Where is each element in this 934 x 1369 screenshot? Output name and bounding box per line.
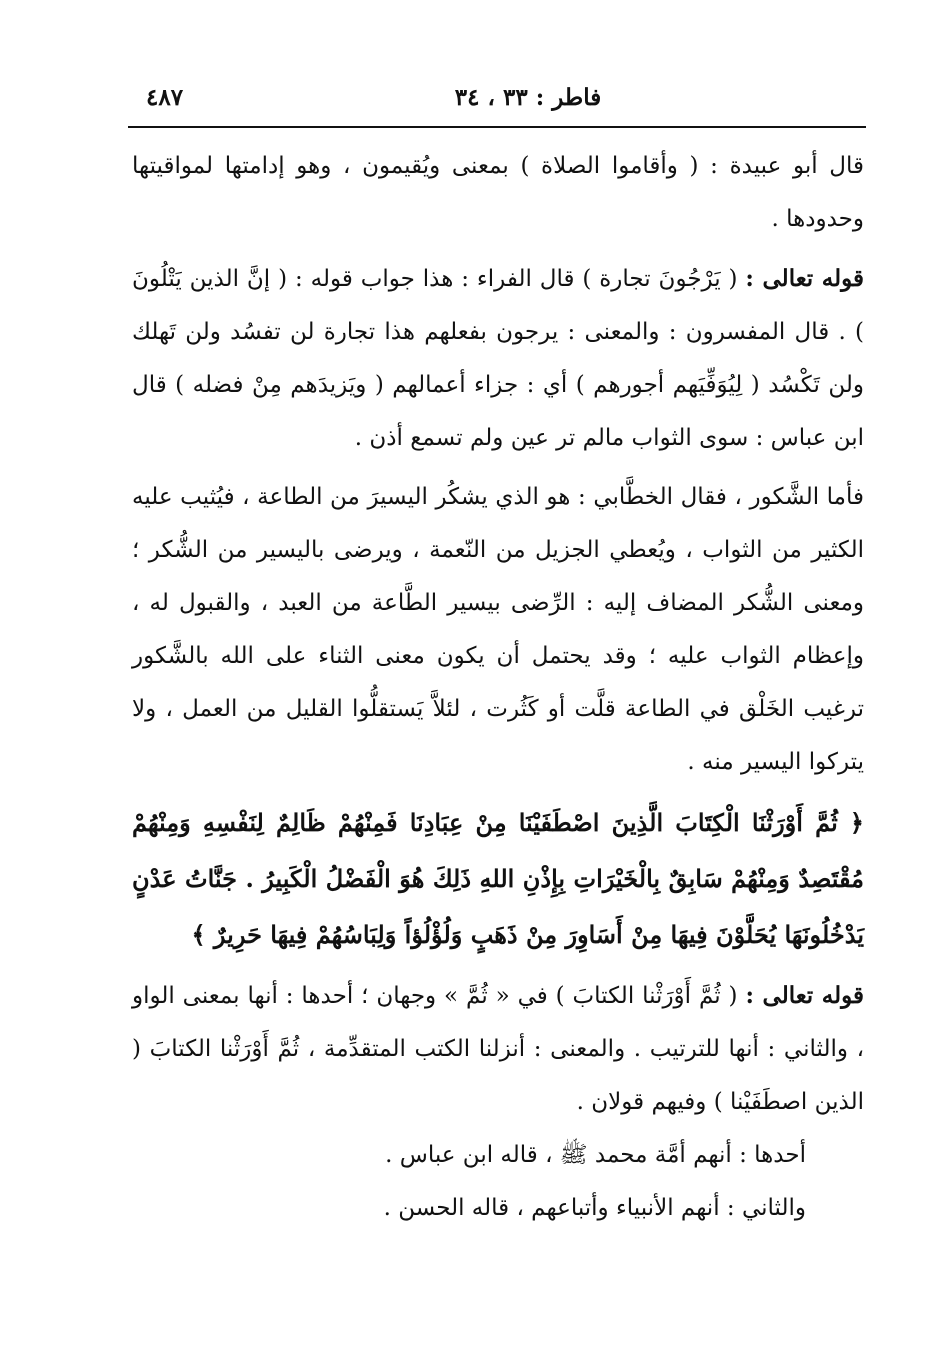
paragraph-text: ( ثُمَّ أَوْرَثْنا الكتابَ ) في « ثُمَّ » وجهان ؛ أحدها : أنها بمعنى الواو ، والثاني : أنها للترتيب . والمعنى : أنزلنا الكتب المتقدِّمة ، ثُمَّ أَوْرَثْنا الكتابَ ( الذين اصطَفَيْنا ) وفيهم قولان . <box>132 983 864 1115</box>
page-header <box>128 84 866 124</box>
paragraph-abu-ubayda: قال أبو عبيدة : ( وأقاموا الصلاة ) بمعنى ويُقيمون ، وهو إدامتها لمواقيتها وحدودها . <box>132 153 864 232</box>
opinion-two: والثاني : أنهم الأنبياء وأتباعهم ، قاله الحسن . <box>383 1195 806 1221</box>
header-rule <box>128 126 866 128</box>
paragraph-label: قوله تعالى : <box>745 982 865 1009</box>
page-number: ٤٨٧ <box>146 84 184 111</box>
body-text <box>132 140 864 1235</box>
paragraph-thumma-awrathna <box>132 969 864 1129</box>
paragraph-yarjuna-tijara <box>132 252 864 465</box>
paragraph-al-shakur: فأما الشَّكور ، فقال الخطَّابي : هو الذي يشكُر اليسيرَ من الطاعة ، فيُثيب عليه الكثير من الثواب ، ويُعطي الجزيل من النّعمة ، ويرضى باليسير من الشُّكر ؛ ومعنى الشُّكر المضاف إليه : الرِّضى بيسير الطَّاعة من العبد ، والقبول له ، وإعظام الثواب عليه ؛ وقد يحتمل أن يكون معنى الثناء على الله بالشَّكور ترغيب الخَلْق في الطاعة قلَّت أو كَثُرت ، لئلاَّ يَستقلُّوا القليل من العمل ، ولا يتركوا اليسير منه . <box>132 484 864 775</box>
running-title: فاطر : ٣٣ ، ٣٤ <box>454 84 602 111</box>
paragraph-text: ( يَرْجُونَ تجارة ) قال الفراء : هذا جواب قوله : ( إنَّ الذين يَتْلُونَ ) . قال المفسرون : والمعنى : يرجون بفعلهم هذا تجارة لن تفسُد ولن تَهلك ولن تَكْسُد ( لِيُوَفِّيَهم أجورهم ) أي : جزاء أعمالهم ( ويَزيدَهم مِنْ فضله ) قال ابن عباس : سوى الثواب مالم تر عين ولم تسمع أذن . <box>132 266 864 451</box>
paragraph-label: قوله تعالى : <box>745 265 865 292</box>
quran-verse: ﴿ ثُمَّ أَوْرَثْنَا الْكِتَابَ الَّذِينَ اصْطَفَيْنَا مِنْ عِبَادِنَا فَمِنْهُمْ ظَالِمٌ لِنَفْسِهِ وَمِنْهُمْ مُقْتَصِدٌ وَمِنْهُمْ سَابِقٌ بِالْخَيْرَاتِ بِإِذْنِ اللهِ ذَلِكَ هُوَ الْفَضْلُ الْكَبِيرُ . جَنَّاتُ عَدْنٍ يَدْخُلُونَهَا يُحَلَّوْنَ فِيهَا مِنْ أَسَاوِرَ مِنْ ذَهَبٍ وَلُؤْلُؤاً وَلِبَاسُهُمْ فِيهَا حَرِيرٌ ﴾ <box>132 808 864 949</box>
opinion-one: أحدها : أنهم أمَّة محمد ﷺ ، قاله ابن عباس . <box>385 1142 806 1168</box>
